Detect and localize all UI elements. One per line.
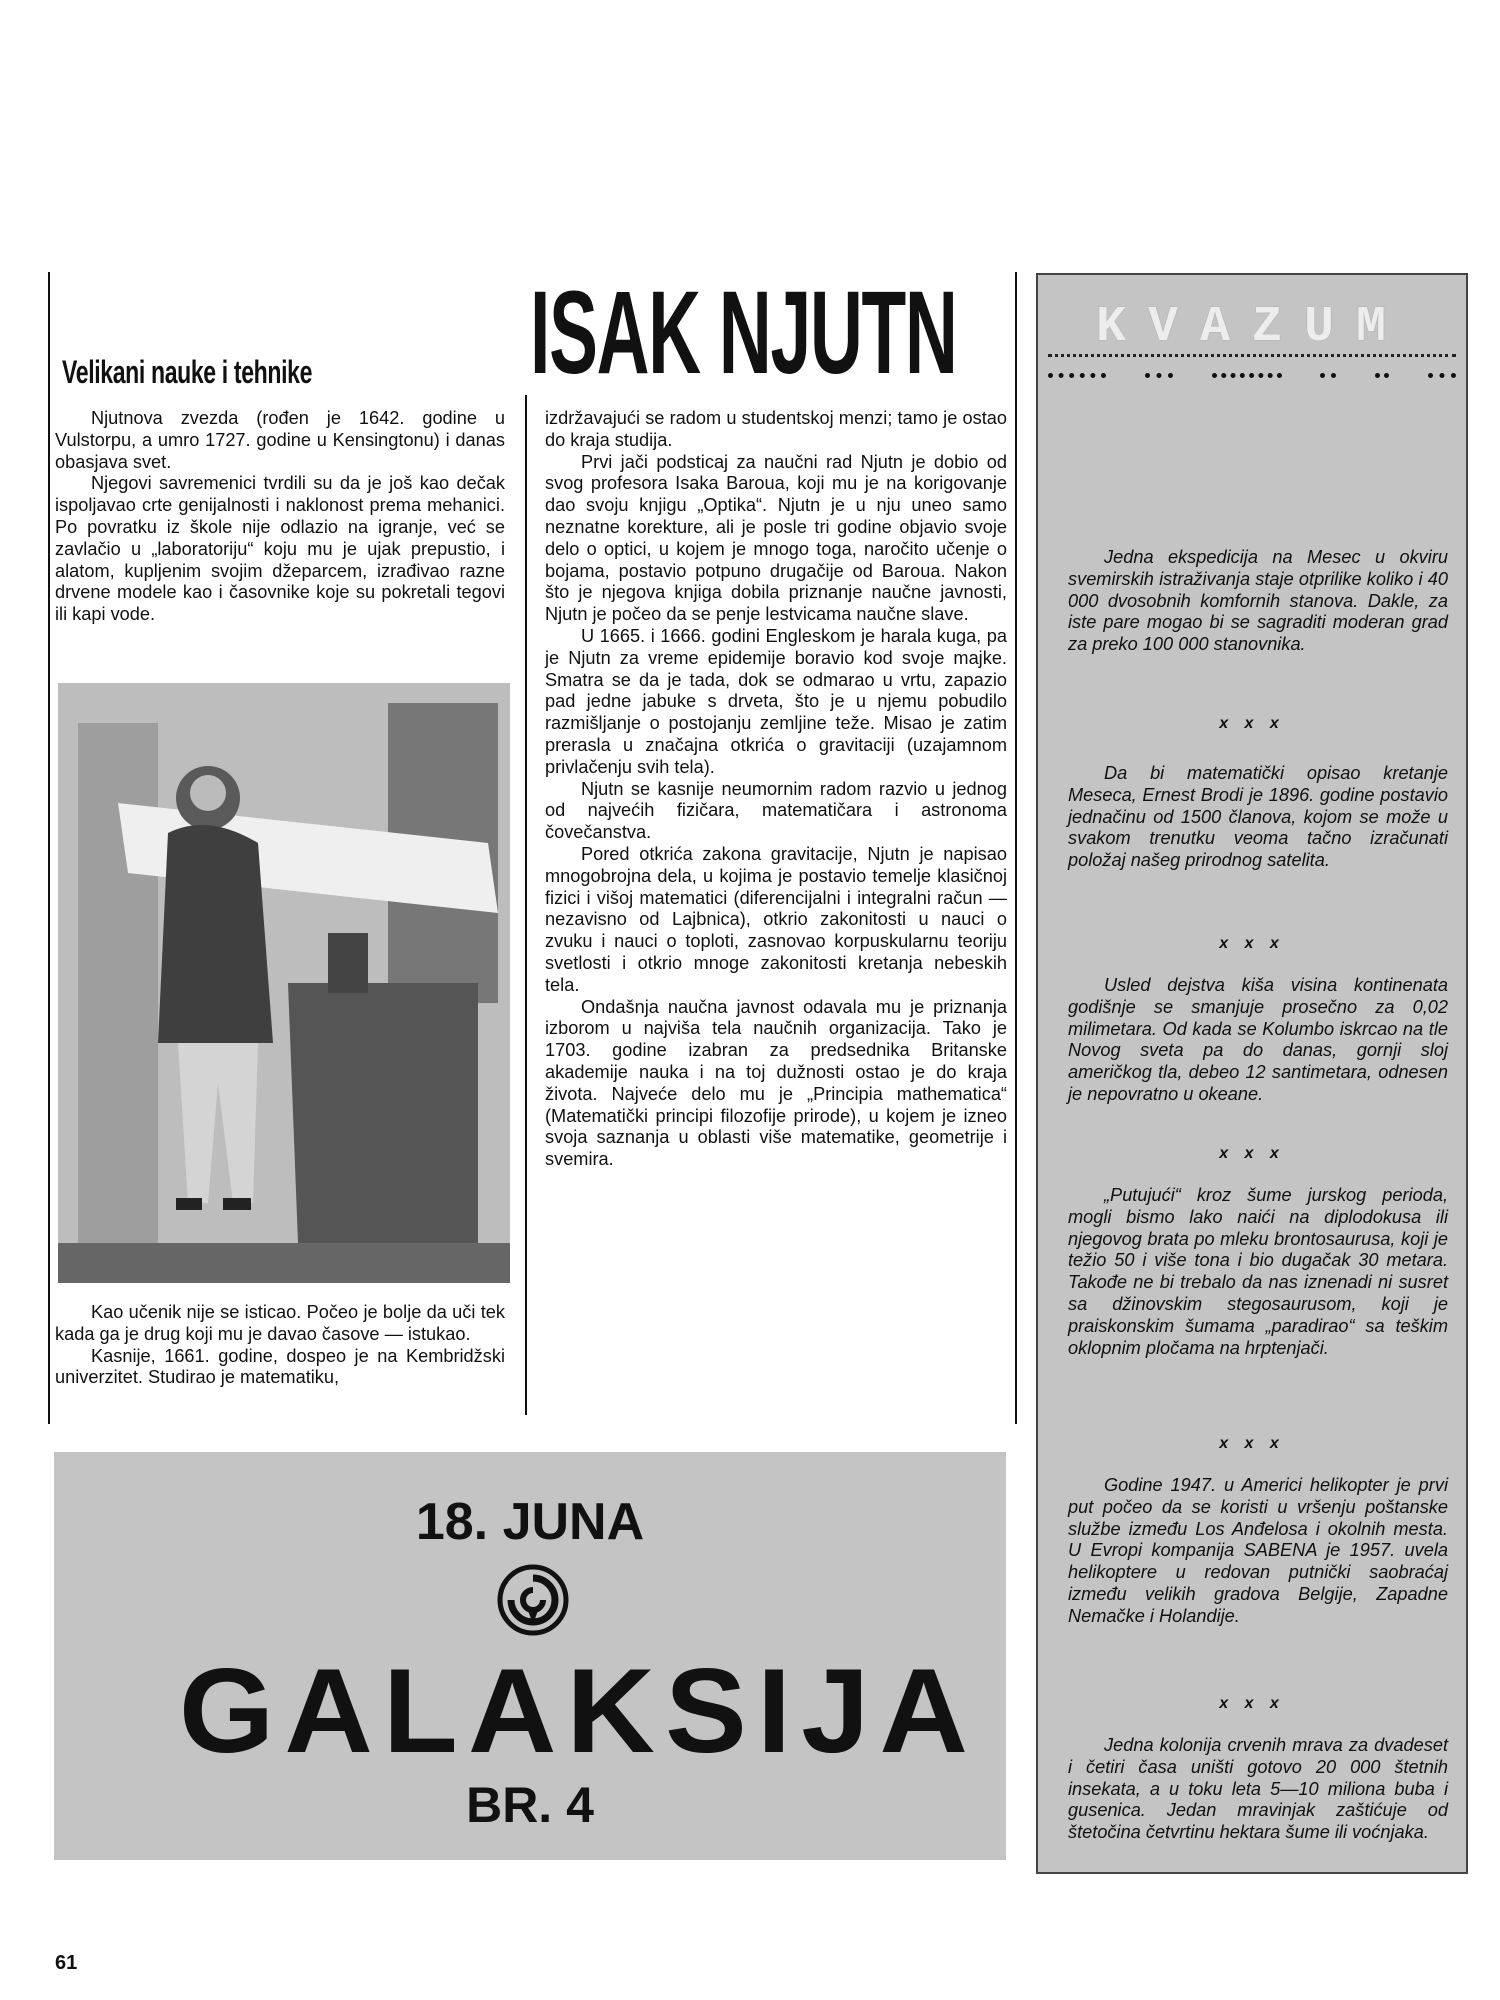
dotted-divider (1048, 373, 1456, 379)
article-paragraph: Njutnova zvezda (rođen je 1642. godine u Vulstorpu, a umro 1727. godine u Kensingtonu) i danas obasjava svet. (55, 408, 505, 472)
sidebar-item (1068, 1735, 1448, 1844)
article-paragraph: Ondašnja naučna javnost odavala mu je priznanja izborom u najviša tela naučnih organizacija. Tako je 1703. godine izabran za predsednika Britanske akademije nauka i na toj dužnosti ostao je do kraja života. Najveće delo mu je „Principia mathematica“ (Matematički principi filozofije prirode), u kojem je izneo svoja saznanja u oblasti više matematike, geometrije i svemira. (545, 996, 1007, 1170)
article-paragraph: Kasnije, 1661. godine, dospeo je na Kembridžski univerzitet. Studirao je matematiku, (55, 1345, 505, 1388)
sidebar-item-text: Da bi matematički opisao kretanje Meseca, Ernest Brodi je 1896. godine postavio jednačinu od 1500 članova, kojom se može u svakom trenutku veoma tačno izračunati položaj našeg prirodnog satelita. (1068, 763, 1448, 871)
dotted-divider (1048, 354, 1456, 361)
sidebar-separator: x x x (1219, 935, 1285, 952)
article-paragraph: Njegovi savremenici tvrdili su da je još kao dečak ispoljavao crte genijalnosti i naklonost prema mehanici. Po povratku iz škole nije odlazio na igranje, već se zavlačio u „laboratoriju“ koju mu je ujak prepustio, i alatom, kupljenim svojim džeparcem, izrađivao razne drvene modele kao i časovnike koje su pokretali tegovi ili kapi vode. (55, 473, 505, 625)
sidebar-item (1068, 1185, 1448, 1359)
right-column-rule (1015, 272, 1017, 1424)
column-divider (525, 395, 527, 1415)
article-paragraph: izdržavajući se radom u studentskoj menzi; tamo je ostao do kraja studija. (545, 408, 1007, 450)
article-column-1-top (55, 408, 505, 626)
ad-magazine-name: GALAKSIJA (179, 1644, 979, 1778)
newton-portrait-image (58, 683, 510, 1283)
sidebar-item-text: Godine 1947. u Americi helikopter je prvi put počeo da se koristi u vršenju poštanske službe između Los Anđelosa i okolnih mesta. U Evropi kompanija SABENA je 1957. uvela helikoptere u redovan putnički saobraćaj između velikih gradova Belgije, Zapadne Nemačke i Holandije. (1068, 1475, 1448, 1626)
galaksija-advertisement (54, 1452, 1006, 1860)
page-number: 61 (55, 1952, 78, 1974)
sidebar-item (1068, 763, 1448, 872)
sidebar-separator: x x x (1219, 1695, 1285, 1712)
sidebar-title: KVAZUM (1095, 299, 1409, 356)
sidebar-item-text: Jedna kolonija crvenih mrava za dvadeset i četiri časa uništi gotovo 20 000 štetnih insekata, a u toku leta 5—10 miliona buba i gusenica. Jedan mravinjak zaštićuje od štetočina četvrtinu hektara šume ili voćnjaka. (1068, 1735, 1448, 1843)
article-headline: ISAK NJUTN (530, 267, 957, 399)
article-column-2 (545, 408, 1007, 1171)
article-paragraph: Kao učenik nije se isticao. Počeo je bolje da uči tek kada ga je drug koji mu je davao časove — istukao. (55, 1302, 505, 1344)
kvazum-sidebar (1036, 273, 1468, 1874)
series-title: Velikani nauke i tehnike (62, 354, 313, 390)
sidebar-item (1068, 1475, 1448, 1628)
sidebar-item (1068, 547, 1448, 656)
article-paragraph: Pored otkrića zakona gravitacije, Njutn je napisao mnogobrojna dela, u kojima je postavio temelje klasičnoj fizici i višoj matematici (diferencijalni i integralni račun — nezavisno od Lajbnica), otkrio zakonitosti u nauci o zvuku i nauci o toploti, zasnovao korpuskularnu teoriju svetlosti i otkrio mnoge zakonitosti kretanja nebeskih tela. (545, 843, 1007, 995)
article-paragraph: Prvi jači podsticaj za naučni rad Njutn je dobio od svog profesora Isaka Baroua, koji mu je na korigovanje dao svoju knjigu „Optika“. Njutn je u nju uneo samo neznatne korekture, ali je posle tri godine objavio svoje delo o optici, u kojem je mnogo toga, naročito učenje o bojama, postavio potpuno drugačije od Baroua. Nakon što je njegova knjiga dobila priznanje naučne javnosti, Njutn je počeo da se penje lestvicama naučne slave. (545, 451, 1007, 625)
galaksija-logo-icon (497, 1564, 569, 1636)
ad-issue-number: BR. 4 (466, 1777, 594, 1833)
sidebar-separator: x x x (1219, 1435, 1285, 1452)
sidebar-item-text: Jedna ekspedicija na Mesec u okviru svemirskih istraživanja staje otprilike koliko i 40 000 dvosobnih komfornih stanova. Dakle, za iste pare mogao bi se sagraditi moderan grad za preko 100 000 stanovnika. (1068, 547, 1448, 655)
sidebar-item (1068, 975, 1448, 1106)
article-column-1-bottom (55, 1302, 505, 1389)
sidebar-item-text: „Putujući“ kroz šume jurskog perioda, mogli bismo lako naići na diplodokusa ili njegovog brata po mleku brontosaurusa, koji je težio 50 i više tona i bio dugačak 30 metara. Takođe ne bi trebalo da nas iznenadi ni susret sa džinovskim stegosaurusom, koji je praiskonskim šumama „paradirao“ sa teškim oklopnim pločama na hrptenjači. (1068, 1185, 1448, 1358)
sidebar-item-text: Usled dejstva kiša visina kontinenata godišnje se smanjuje prosečno za 0,02 milimetara. Od kada se Kolumbo iskrcao na tle Novog sveta pa do danas, gornji sloj američkog tla, debeo 12 santimetara, odnesen je nepovratno u okeane. (1068, 975, 1448, 1104)
sidebar-separator: x x x (1219, 1145, 1285, 1162)
left-margin-rule (48, 272, 50, 1424)
article-paragraph: Njutn se kasnije neumornim radom razvio u jednog od najvećih fizičara, matematičara i astronoma čovečanstva. (545, 778, 1007, 843)
ad-date: 18. JUNA (415, 1493, 645, 1551)
sidebar-separator: x x x (1219, 715, 1285, 732)
article-paragraph: U 1665. i 1666. godini Engleskom je harala kuga, pa je Njutn za vreme epidemije boravio kod svoje majke. Smatra se da je tada, dok se odmarao u vrtu, zapazio pad jedne jabuke s drveta, što je u njemu pobudilo razmišljanje o postojanju zemljine teže. Misao je zatim prerasla u značajna otkrića o gravitaciji (uzajamnom privlačenju svih tela). (545, 625, 1007, 777)
